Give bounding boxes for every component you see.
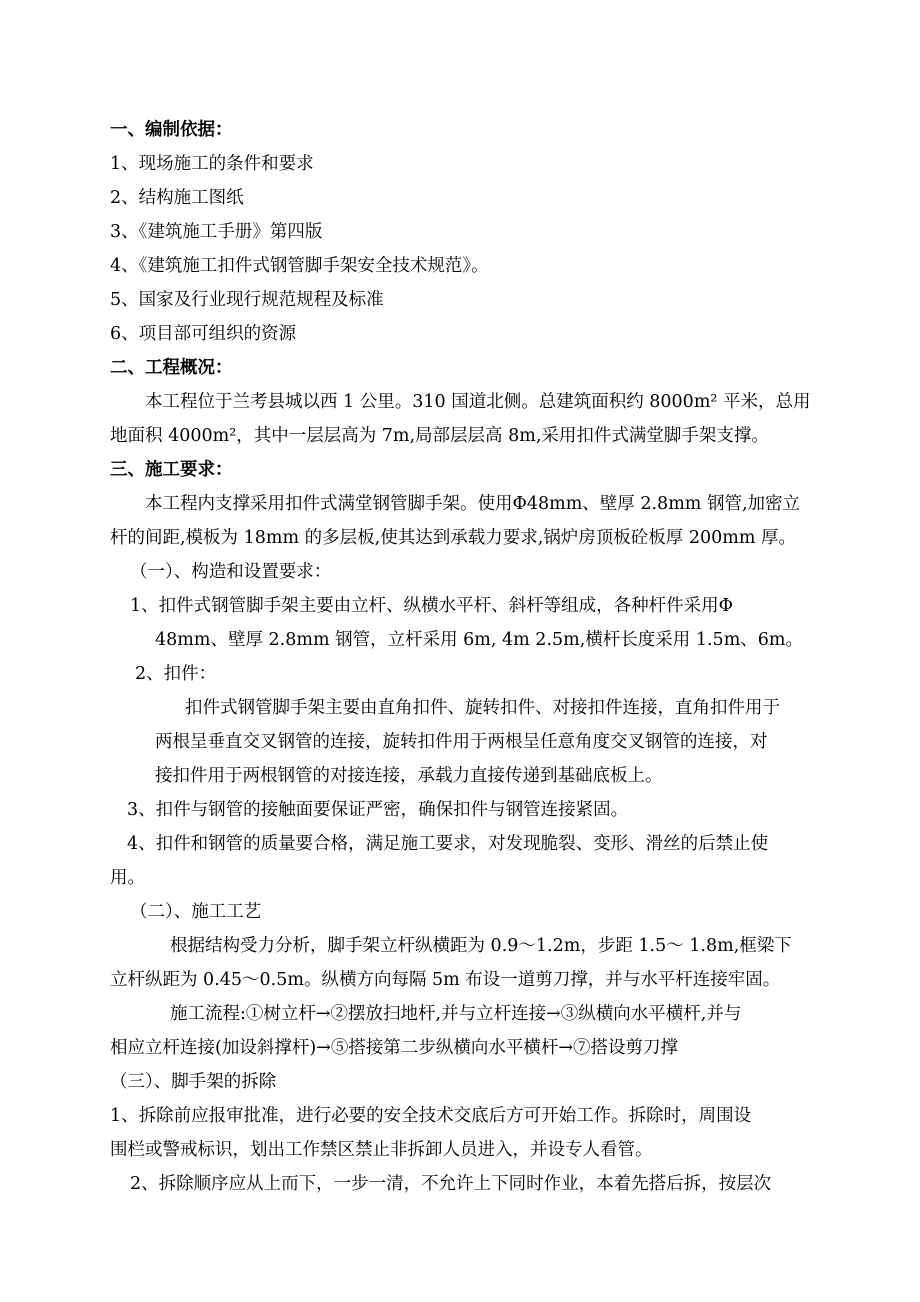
basis-item-3: 3、《建筑施工手册》第四版 — [110, 222, 323, 242]
section-2-heading: 二、工程概况： — [110, 358, 233, 378]
fastener-line-1: 扣件式钢管脚手架主要由直角扣件、旋转扣件、对接扣件连接，直角扣件用于 — [185, 698, 780, 718]
fastener-line-3: 接扣件用于两根钢管的对接连接，承载力直接传递到基础底板上。 — [155, 766, 663, 786]
overview-line-2: 地面积 4000m²，其中一层层高为 7m,局部层层高 8m,采用扣件式满堂脚手架支撑。 — [110, 426, 769, 446]
structure-p3: 3、扣件与钢管的接触面要保证严密，确保扣件与钢管连接紧固。 — [127, 800, 629, 820]
structure-p1-line-1: 1、扣件式钢管脚手架主要由立杆、纵横水平杆、斜杆等组成，各种杆件采用Φ — [130, 596, 733, 616]
subsection-2-title: （二）、施工工艺 — [130, 902, 262, 922]
subsection-1-title: （一）、构造和设置要求： — [130, 562, 332, 582]
process-p1-line-1: 根据结构受力分析，脚手架立杆纵横距为 0.9～1.2m，步距 1.5～ 1.8m,框梁下 — [170, 936, 792, 956]
overview-line-1: 本工程位于兰考县城以西 1 公里。310 国道北侧。总建筑面积约 8000m² 平米，总用 — [145, 392, 811, 412]
basis-item-1: 1、现场施工的条件和要求 — [110, 154, 314, 174]
process-p1-line-2: 立杆纵距为 0.45～0.5m。纵横方向每隔 5m 布设一道剪刀撑，并与水平杆连接牢固。 — [110, 970, 781, 990]
basis-item-5: 5、国家及行业现行规范规程及标准 — [110, 290, 384, 310]
dismantle-p1-line-2: 围栏或警戒标识，划出工作禁区禁止非拆卸人员进入，并设专人看管。 — [110, 1140, 653, 1160]
process-flow-line-1: 施工流程:①树立杆→②摆放扫地杆,并与立杆连接→③纵横向水平横杆,并与 — [170, 1004, 742, 1024]
basis-item-2: 2、结构施工图纸 — [110, 188, 244, 208]
fastener-title: 2、扣件： — [135, 664, 217, 684]
requirements-intro-line-1: 本工程内支撑采用扣件式满堂钢管脚手架。使用Φ48mm、壁厚 2.8mm 钢管,加密立 — [145, 494, 801, 514]
structure-p4-line-2: 用。 — [110, 868, 145, 888]
dismantle-p2-line-1: 2、拆除顺序应从上而下，一步一清，不允许上下同时作业，本着先搭后拆，按层次 — [130, 1174, 772, 1194]
section-1-heading: 一、编制依据： — [110, 120, 233, 140]
dismantle-p1-line-1: 1、拆除前应报审批准，进行必要的安全技术交底后方可开始工作。拆除时，周围设 — [110, 1106, 752, 1126]
fastener-line-2: 两根呈垂直交叉钢管的连接，旋转扣件用于两根呈任意角度交叉钢管的连接，对 — [155, 732, 768, 752]
section-3-heading: 三、施工要求： — [110, 460, 233, 480]
requirements-intro-line-2: 杆的间距,模板为 18mm 的多层板,使其达到承载力要求,锅炉房顶板砼板厚 200mm 厚。 — [110, 528, 796, 548]
basis-item-6: 6、项目部可组织的资源 — [110, 324, 297, 344]
structure-p4-line-1: 4、扣件和钢管的质量要合格，满足施工要求，对发现脆裂、变形、滑丝的后禁止使 — [127, 834, 769, 854]
process-flow-line-2: 相应立杆连接(加设斜撑杆)→⑤搭接第二步纵横向水平横杆→⑦搭设剪刀撑 — [110, 1038, 678, 1058]
basis-item-4: 4、《建筑施工扣件式钢管脚手架安全技术规范》。 — [110, 256, 489, 276]
subsection-3-title: （三）、脚手架的拆除 — [110, 1072, 277, 1092]
structure-p1-line-2: 48mm、壁厚 2.8mm 钢管，立杆采用 6m, 4m 2.5m,横杆长度采用 1.5m、6m。 — [155, 630, 804, 650]
